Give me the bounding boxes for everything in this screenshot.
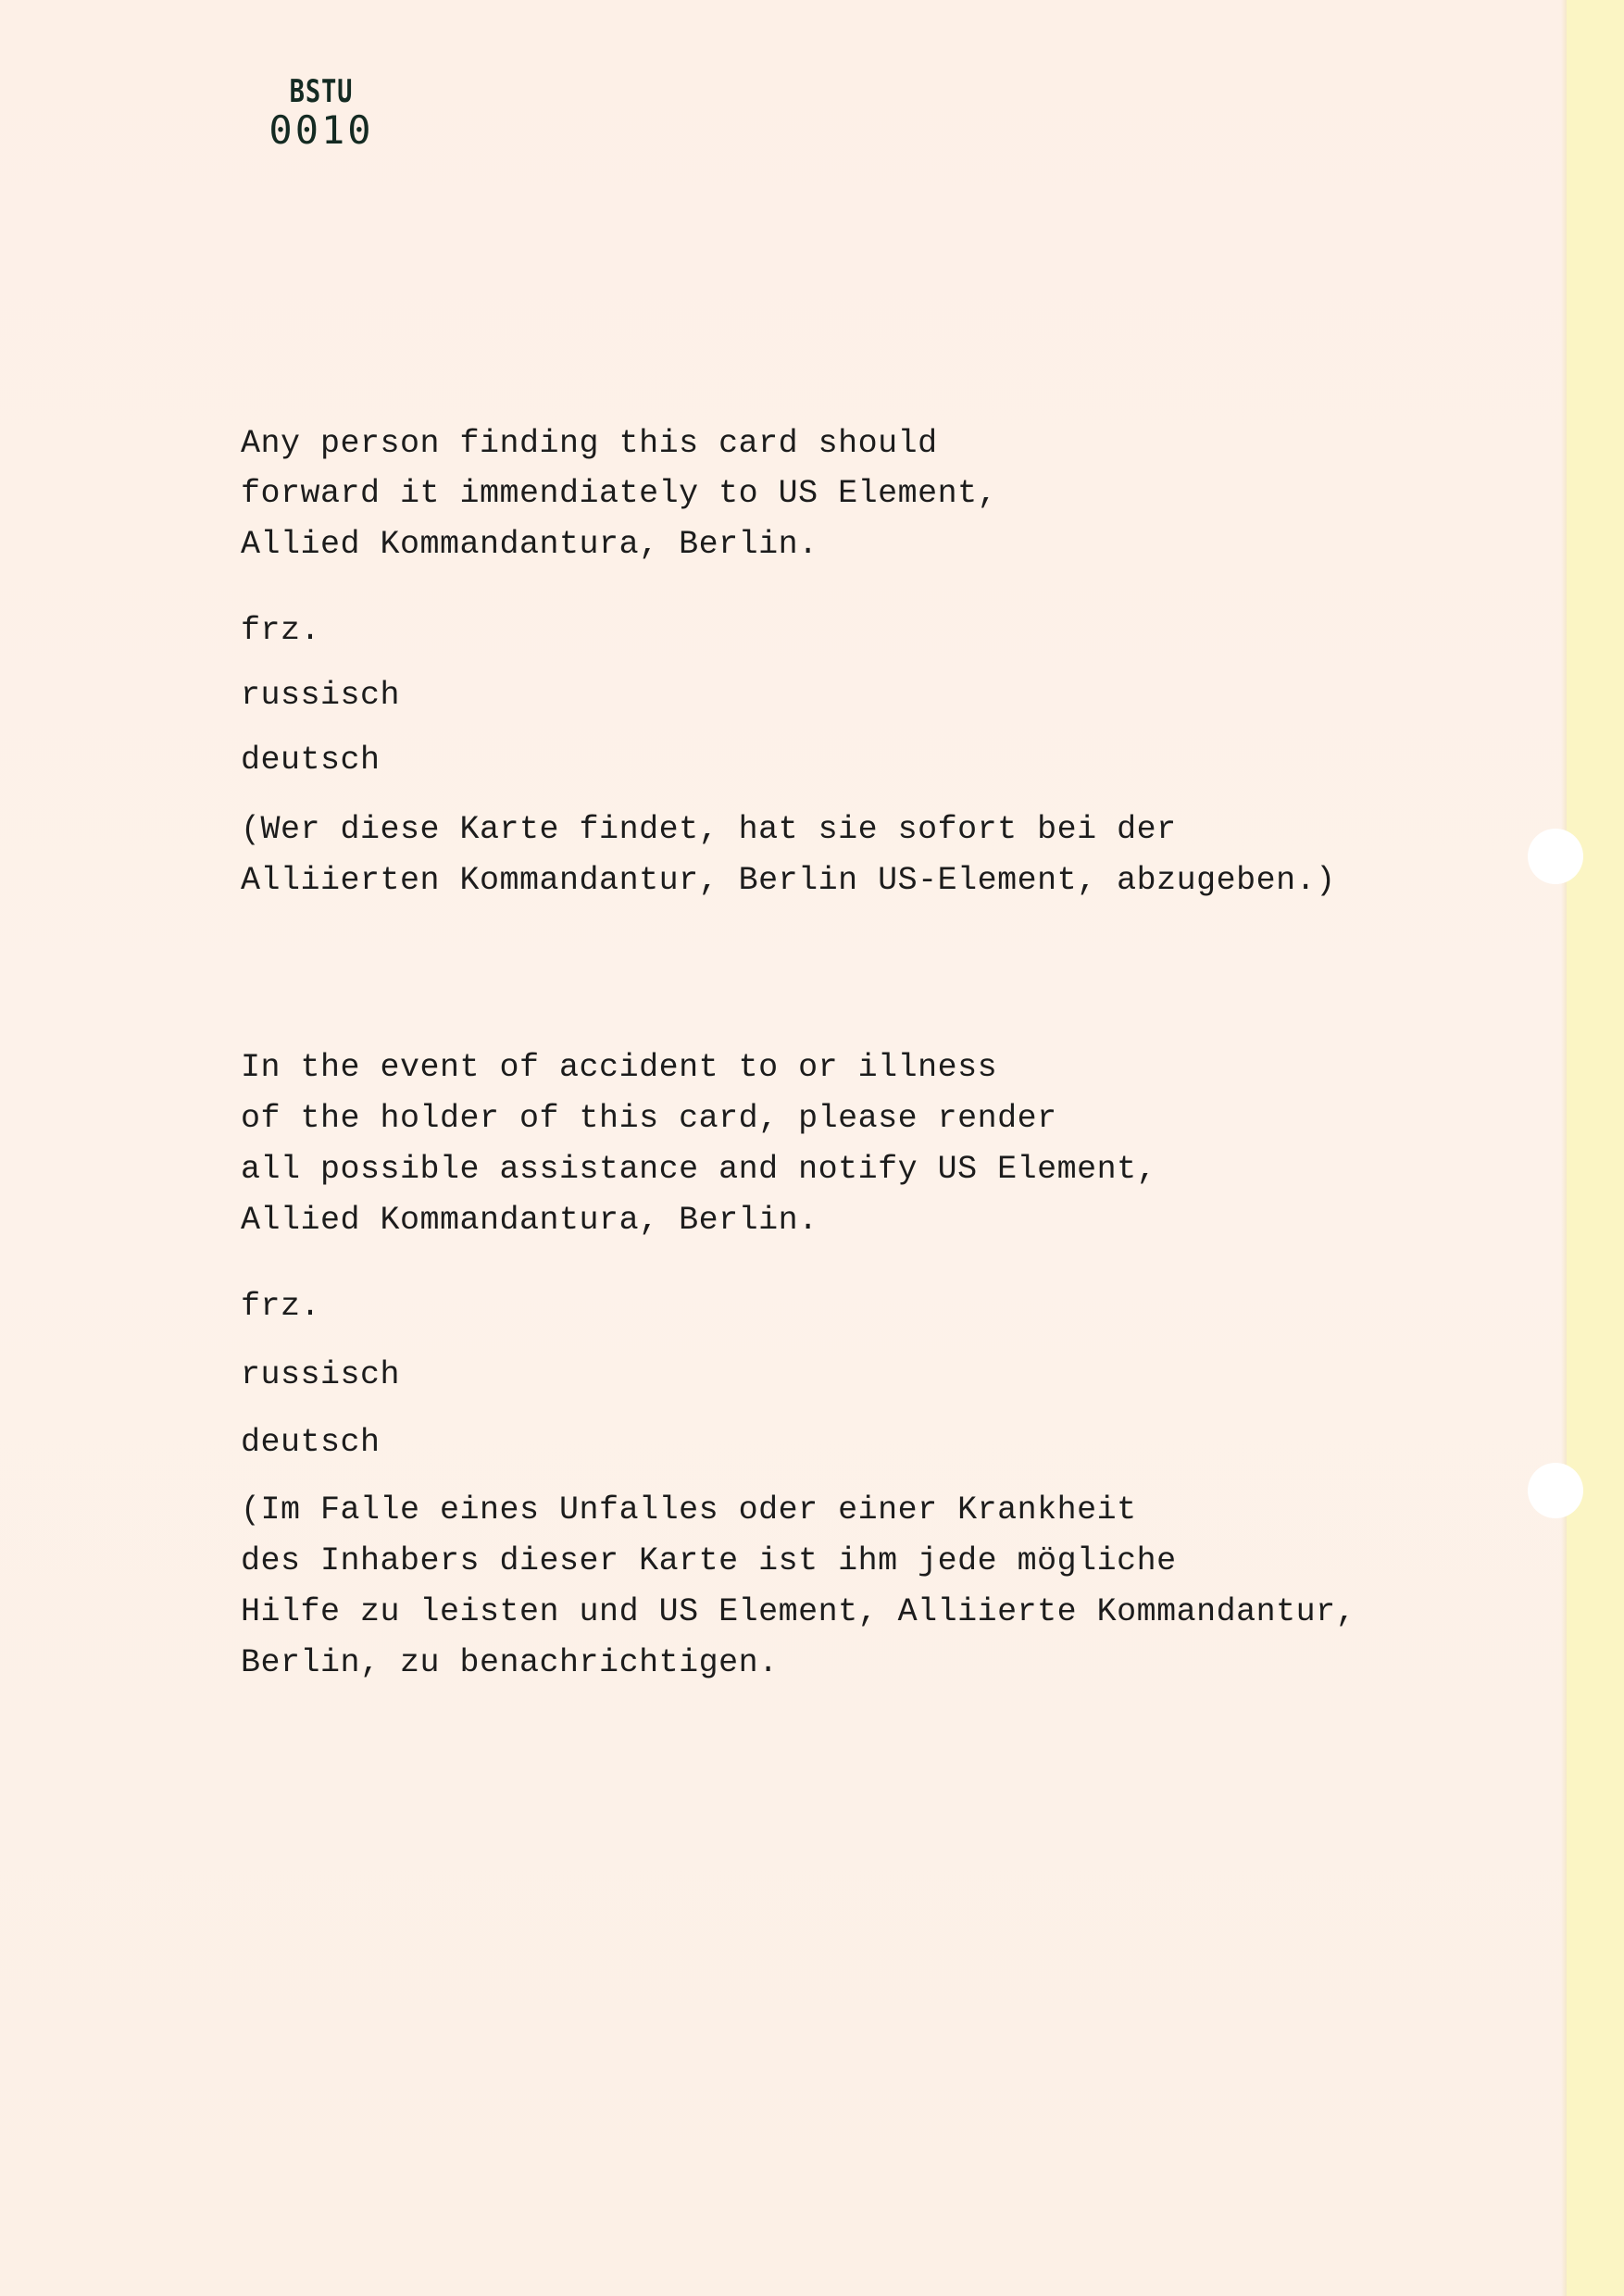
section1-english-line-3: Allied Kommandantura, Berlin. — [241, 526, 818, 563]
section1-german-line-1: (Wer diese Karte findet, hat sie sofort bei der — [241, 811, 1177, 848]
archive-stamp — [252, 73, 391, 153]
stamp-label: BSTU — [289, 73, 354, 110]
section2-marker-french: frz. — [241, 1288, 321, 1325]
section2-english-line-1: In the event of accident to or illness — [241, 1049, 998, 1086]
page-edge-strip — [1567, 0, 1624, 2296]
section1-marker-german: deutsch — [241, 742, 381, 779]
stamp-number: 0010 — [269, 107, 374, 153]
section2-german-line-2: des Inhabers dieser Karte ist ihm jede mögliche — [241, 1542, 1177, 1579]
section1-marker-french: frz. — [241, 612, 321, 649]
section2-english-line-3: all possible assistance and notify US Element, — [241, 1151, 1157, 1188]
section2-english-line-2: of the holder of this card, please render — [241, 1100, 1057, 1137]
section1-marker-russian: russisch — [241, 677, 401, 714]
section2-english-line-4: Allied Kommandantura, Berlin. — [241, 1202, 818, 1239]
section2-german-line-1: (Im Falle eines Unfalles oder einer Krankheit — [241, 1491, 1137, 1529]
section2-german-line-4: Berlin, zu benachrichtigen. — [241, 1644, 779, 1681]
punch-hole-icon — [1528, 1463, 1583, 1518]
section1-german-line-2: Alliierten Kommandantur, Berlin US-Element, abzugeben.) — [241, 862, 1336, 899]
punch-hole-icon — [1528, 829, 1583, 884]
section1-english-line-1: Any person finding this card should — [241, 425, 938, 462]
section2-marker-german: deutsch — [241, 1424, 381, 1461]
section2-marker-russian: russisch — [241, 1356, 401, 1393]
section2-german-line-3: Hilfe zu leisten und US Element, Alliierte Kommandantur, — [241, 1593, 1356, 1630]
section1-english-line-2: forward it immendiately to US Element, — [241, 475, 998, 512]
